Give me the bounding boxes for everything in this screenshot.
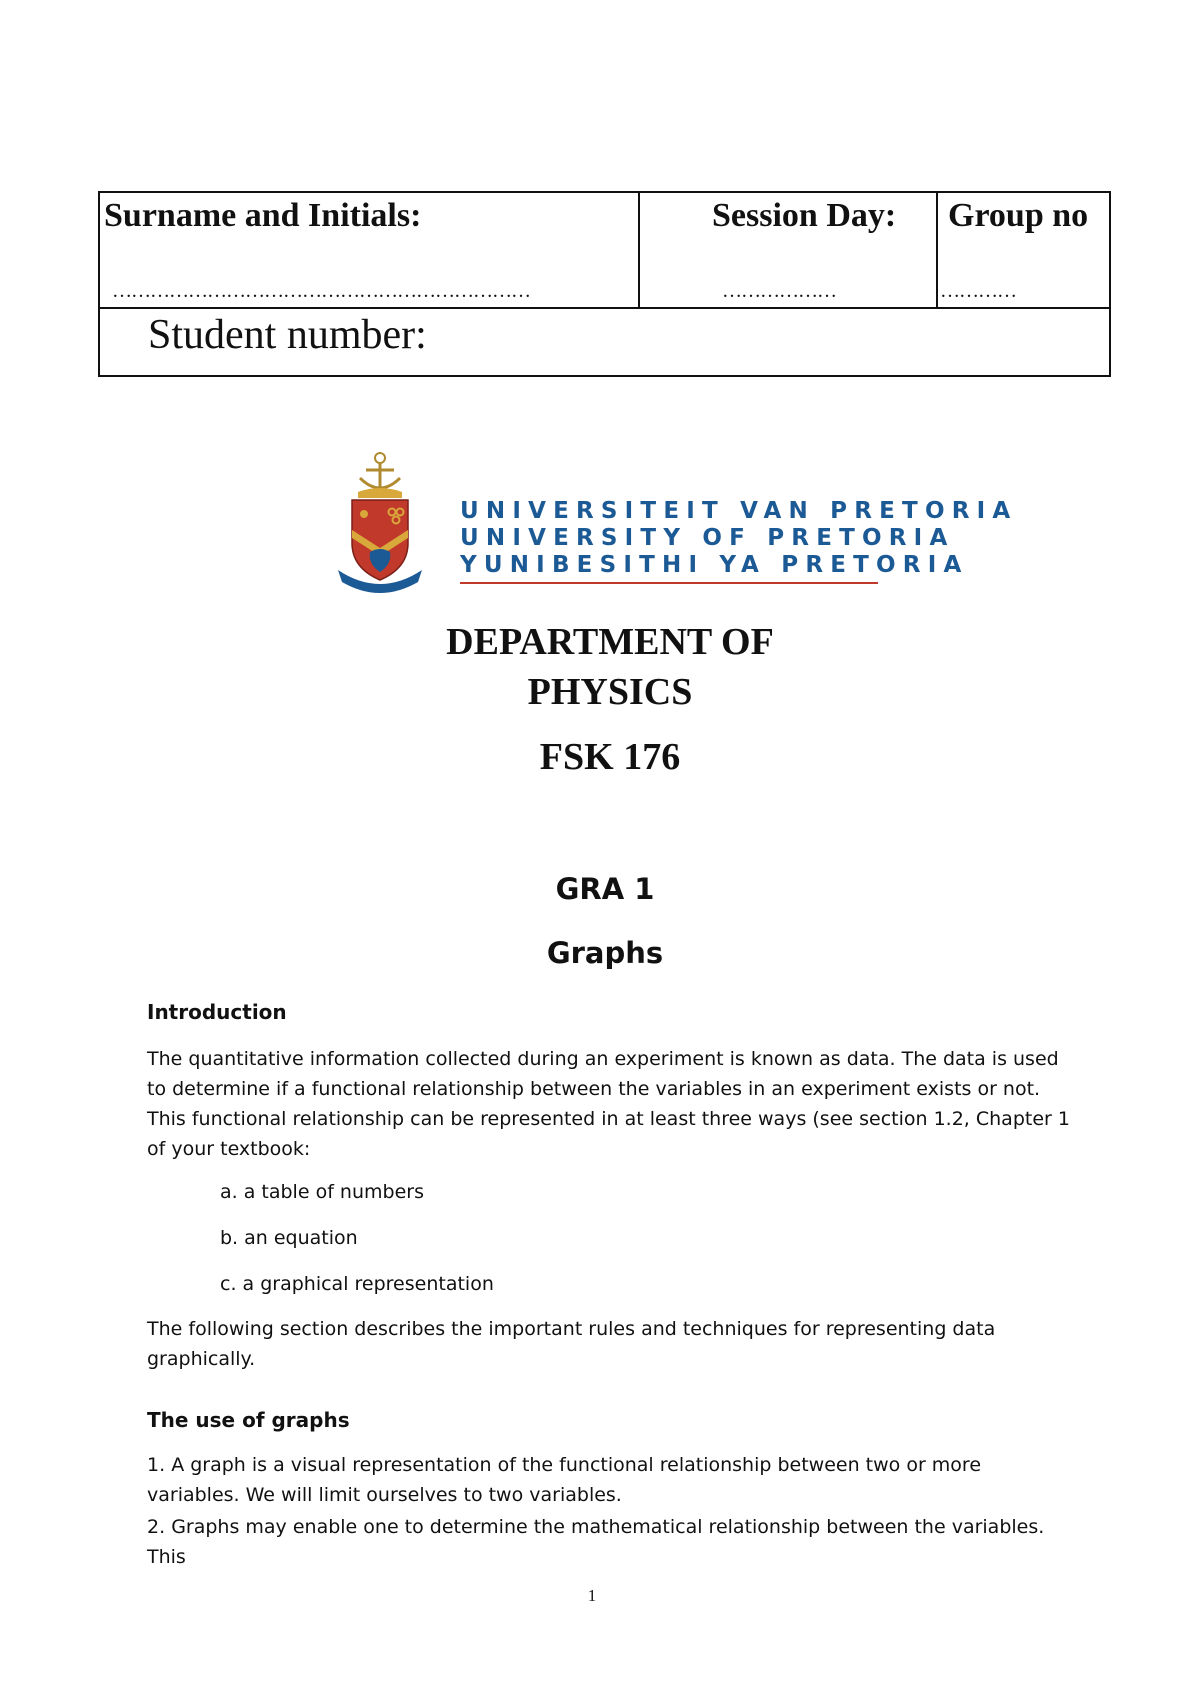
logo-underline [460, 582, 878, 584]
university-logo [330, 448, 1018, 598]
practical-code: GRA 1 [555, 872, 655, 906]
department-title-line1: DEPARTMENT OF [446, 621, 774, 663]
group-no-label: Group no [948, 197, 1089, 234]
introduction-heading: Introduction [147, 1000, 287, 1024]
group-no-blank: ………… [940, 280, 1016, 302]
session-day-blank: ……………… [722, 280, 836, 302]
university-name [460, 498, 1017, 584]
department-title-line2: PHYSICS [527, 671, 693, 713]
introduction-paragraph: The quantitative information collected during an experiment is known as data. The data is used to determine if a functional relationship between the variables in an experiment exists or not. This functional relationship can be represented in at least three ways (see section 1.2, Chapter 1 of your textbook: [147, 1048, 1070, 1160]
surname-label: Surname and Initials: [104, 197, 422, 234]
numbered-point [147, 1512, 1077, 1572]
practical-topic: Graphs [546, 936, 664, 970]
list-item: a. a table of numbers [220, 1181, 424, 1203]
point-text: Graphs may enable one to determine the mathematical relationship between the variables. This [147, 1516, 1045, 1568]
page-number: 1 [587, 1586, 597, 1605]
surname-cell[interactable] [100, 193, 640, 307]
session-day-label: Session Day: [712, 197, 897, 234]
numbered-point [147, 1450, 1077, 1510]
session-day-cell[interactable] [640, 193, 938, 307]
point-number: 1. [147, 1454, 166, 1476]
list-item: c. a graphical representation [220, 1273, 494, 1295]
group-no-cell[interactable] [938, 193, 1108, 307]
course-code: FSK 176 [539, 736, 681, 778]
university-crest-icon [330, 448, 430, 598]
point-number: 2. [147, 1516, 166, 1538]
introduction-closing: The following section describes the important rules and techniques for representing data graphically. [147, 1318, 996, 1370]
university-name-sepedi: YUNIBESITHI YA PRETORIA [460, 552, 969, 578]
university-name-afrikaans: UNIVERSITEIT VAN PRETORIA [460, 498, 1018, 524]
point-text: A graph is a visual representation of the functional relationship between two or more variables. We will limit ourselves to two variables. [147, 1454, 982, 1506]
list-item: b. an equation [220, 1227, 358, 1249]
student-number-label: Student number: [148, 312, 427, 358]
form-top-row [100, 193, 1109, 309]
student-info-form [98, 191, 1111, 377]
use-of-graphs-heading: The use of graphs [147, 1408, 350, 1432]
university-name-english: UNIVERSITY OF PRETORIA [460, 525, 955, 551]
surname-blank: ………………………………………………………… [112, 280, 530, 302]
